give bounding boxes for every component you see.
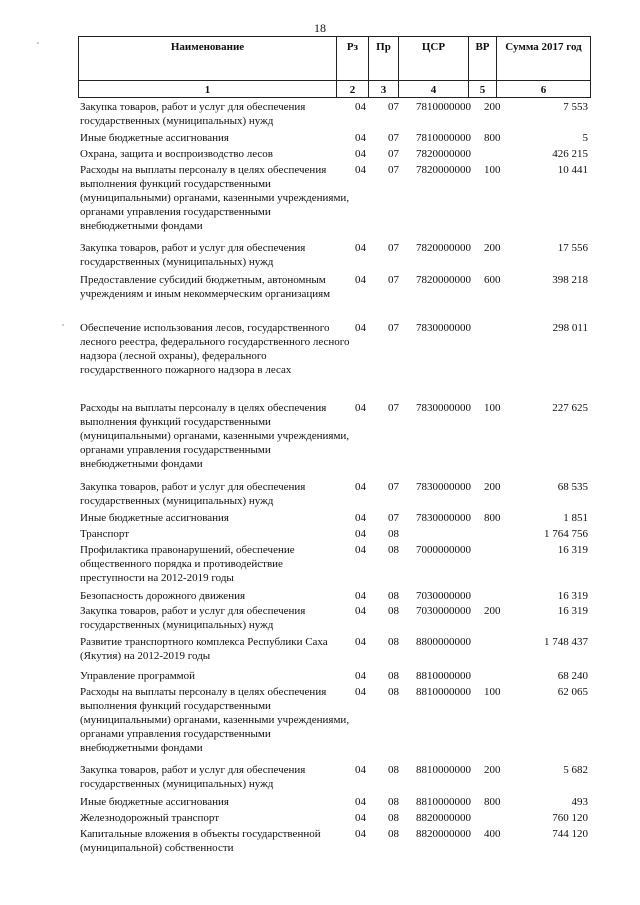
row-csr: 7820000000 bbox=[416, 242, 471, 254]
row-name: Расходы на выплаты персоналу в целях обеспечения выполнения функций государственными (муниципальными) органами, казенными учреждениями, органами управления государственными внебюджетными фондами bbox=[80, 686, 350, 754]
row-pr: 07 bbox=[388, 274, 399, 286]
row-pr: 08 bbox=[388, 528, 399, 540]
row-csr: 8810000000 bbox=[416, 670, 471, 682]
row-vr: 100 bbox=[484, 164, 501, 176]
row-pr: 07 bbox=[388, 481, 399, 493]
row-name: Закупка товаров, работ и услуг для обеспечения государственных (муниципальных) нужд bbox=[80, 605, 306, 631]
row-vr: 200 bbox=[484, 242, 501, 254]
row-sum: 62 065 bbox=[557, 686, 588, 698]
row-name: Расходы на выплаты персоналу в целях обеспечения выполнения функций государственными (муниципальными) органами, казенными учреждениями, органами управления государственными внебюджетными фондами bbox=[80, 164, 350, 232]
row-csr: 8810000000 bbox=[416, 686, 471, 698]
row-name: Предоставление субсидий бюджетным, автономным учреждениям и иным некоммерческим организациям bbox=[80, 274, 331, 300]
row-name: Безопасность дорожного движения bbox=[80, 590, 246, 602]
row-name: Иные бюджетные ассигнования bbox=[80, 132, 229, 144]
row-rz: 04 bbox=[355, 242, 366, 254]
row-sum: 16 319 bbox=[557, 590, 588, 602]
row-pr: 08 bbox=[388, 670, 399, 682]
row-sum: 493 bbox=[571, 796, 588, 808]
column-header-vr: ВР bbox=[469, 37, 497, 81]
row-rz: 04 bbox=[355, 322, 366, 334]
row-vr: 200 bbox=[484, 481, 501, 493]
column-number: 6 bbox=[497, 81, 591, 98]
row-csr: 7830000000 bbox=[416, 402, 471, 414]
scan-speck bbox=[62, 324, 64, 326]
column-header-csr: ЦСР bbox=[399, 37, 469, 81]
row-name: Управление программой bbox=[80, 670, 196, 682]
row-pr: 07 bbox=[388, 164, 399, 176]
page-number: 18 bbox=[314, 21, 326, 35]
row-name: Расходы на выплаты персоналу в целях обеспечения выполнения функций государственными (муниципальными) органами, казенными учреждениями, органами управления государственными внебюджетными фондами bbox=[80, 402, 350, 470]
row-rz: 04 bbox=[355, 828, 366, 840]
row-rz: 04 bbox=[355, 101, 366, 113]
row-name: Развитие транспортного комплекса Республики Саха (Якутия) на 2012-2019 годы bbox=[80, 636, 328, 662]
row-csr: 8820000000 bbox=[416, 812, 471, 824]
row-csr: 7810000000 bbox=[416, 101, 471, 113]
row-sum: 16 319 bbox=[557, 605, 588, 617]
row-vr: 400 bbox=[484, 828, 501, 840]
row-name: Капитальные вложения в объекты государственной (муниципальной) собственности bbox=[80, 828, 321, 854]
row-csr: 7820000000 bbox=[416, 148, 471, 160]
row-rz: 04 bbox=[355, 670, 366, 682]
row-name: Транспорт bbox=[80, 528, 130, 540]
row-sum: 5 bbox=[582, 132, 588, 144]
row-pr: 08 bbox=[388, 544, 399, 556]
row-pr: 07 bbox=[388, 101, 399, 113]
row-rz: 04 bbox=[355, 590, 366, 602]
row-pr: 08 bbox=[388, 828, 399, 840]
row-pr: 08 bbox=[388, 605, 399, 617]
row-rz: 04 bbox=[355, 544, 366, 556]
row-name: Иные бюджетные ассигнования bbox=[80, 796, 229, 808]
row-csr: 7030000000 bbox=[416, 605, 471, 617]
row-sum: 744 120 bbox=[552, 828, 588, 840]
row-rz: 04 bbox=[355, 686, 366, 698]
row-pr: 07 bbox=[388, 242, 399, 254]
row-csr: 7820000000 bbox=[416, 274, 471, 286]
row-sum: 1 764 756 bbox=[544, 528, 588, 540]
row-sum: 760 120 bbox=[552, 812, 588, 824]
column-number: 4 bbox=[399, 81, 469, 98]
row-rz: 04 bbox=[355, 132, 366, 144]
row-rz: 04 bbox=[355, 636, 366, 648]
column-header-rz: Рз bbox=[337, 37, 369, 81]
row-pr: 07 bbox=[388, 322, 399, 334]
row-rz: 04 bbox=[355, 764, 366, 776]
row-vr: 200 bbox=[484, 101, 501, 113]
row-name: Профилактика правонарушений, обеспечение общественного порядка и противодействие преступности на 2012-2019 годы bbox=[80, 544, 295, 584]
row-csr: 7810000000 bbox=[416, 132, 471, 144]
row-csr: 8810000000 bbox=[416, 764, 471, 776]
row-csr: 7830000000 bbox=[416, 512, 471, 524]
row-sum: 1 851 bbox=[563, 512, 588, 524]
row-name: Закупка товаров, работ и услуг для обеспечения государственных (муниципальных) нужд bbox=[80, 101, 306, 127]
row-rz: 04 bbox=[355, 402, 366, 414]
row-pr: 07 bbox=[388, 402, 399, 414]
row-vr: 200 bbox=[484, 605, 501, 617]
row-sum: 1 748 437 bbox=[544, 636, 588, 648]
row-csr: 7830000000 bbox=[416, 481, 471, 493]
row-name: Железнодорожный транспорт bbox=[80, 812, 220, 824]
row-rz: 04 bbox=[355, 481, 366, 493]
column-number: 3 bbox=[369, 81, 399, 98]
column-header-sum: Сумма 2017 год bbox=[497, 37, 591, 81]
row-vr: 600 bbox=[484, 274, 501, 286]
row-rz: 04 bbox=[355, 605, 366, 617]
column-number: 5 bbox=[469, 81, 497, 98]
row-csr: 8800000000 bbox=[416, 636, 471, 648]
row-pr: 08 bbox=[388, 796, 399, 808]
row-sum: 5 682 bbox=[563, 764, 588, 776]
row-csr: 7000000000 bbox=[416, 544, 471, 556]
row-pr: 07 bbox=[388, 148, 399, 160]
row-sum: 398 218 bbox=[552, 274, 588, 286]
row-vr: 100 bbox=[484, 686, 501, 698]
row-sum: 68 535 bbox=[557, 481, 588, 493]
row-csr: 7830000000 bbox=[416, 322, 471, 334]
row-csr: 8820000000 bbox=[416, 828, 471, 840]
column-number: 2 bbox=[337, 81, 369, 98]
row-name: Закупка товаров, работ и услуг для обеспечения государственных (муниципальных) нужд bbox=[80, 242, 306, 268]
row-rz: 04 bbox=[355, 274, 366, 286]
scan-speck bbox=[37, 42, 39, 44]
row-csr: 7820000000 bbox=[416, 164, 471, 176]
row-pr: 07 bbox=[388, 132, 399, 144]
row-csr: 8810000000 bbox=[416, 796, 471, 808]
row-vr: 800 bbox=[484, 796, 501, 808]
row-vr: 800 bbox=[484, 132, 501, 144]
row-sum: 227 625 bbox=[552, 402, 588, 414]
row-sum: 7 553 bbox=[563, 101, 588, 113]
row-pr: 08 bbox=[388, 686, 399, 698]
column-header-pr: Пр bbox=[369, 37, 399, 81]
row-name: Охрана, защита и воспроизводство лесов bbox=[80, 148, 273, 160]
row-name: Закупка товаров, работ и услуг для обеспечения государственных (муниципальных) нужд bbox=[80, 481, 306, 507]
row-vr: 200 bbox=[484, 764, 501, 776]
column-header-name: Наименование bbox=[79, 37, 337, 81]
row-pr: 08 bbox=[388, 636, 399, 648]
row-sum: 17 556 bbox=[557, 242, 588, 254]
row-name: Закупка товаров, работ и услуг для обеспечения государственных (муниципальных) нужд bbox=[80, 764, 306, 790]
row-sum: 10 441 bbox=[557, 164, 588, 176]
row-name: Обеспечение использования лесов, государственного лесного реестра, федерального государственного лесного надзора (лесной охраны), федерального государственного пожарного надзора в лесах bbox=[80, 322, 350, 376]
row-rz: 04 bbox=[355, 512, 366, 524]
row-vr: 800 bbox=[484, 512, 501, 524]
row-sum: 298 011 bbox=[552, 322, 588, 334]
row-pr: 08 bbox=[388, 764, 399, 776]
row-name: Иные бюджетные ассигнования bbox=[80, 512, 229, 524]
row-csr: 7030000000 bbox=[416, 590, 471, 602]
row-rz: 04 bbox=[355, 812, 366, 824]
column-number: 1 bbox=[79, 81, 337, 98]
row-rz: 04 bbox=[355, 528, 366, 540]
row-rz: 04 bbox=[355, 164, 366, 176]
row-sum: 16 319 bbox=[557, 544, 588, 556]
row-rz: 04 bbox=[355, 148, 366, 160]
row-pr: 08 bbox=[388, 812, 399, 824]
row-pr: 08 bbox=[388, 590, 399, 602]
row-rz: 04 bbox=[355, 796, 366, 808]
row-vr: 100 bbox=[484, 402, 501, 414]
row-pr: 07 bbox=[388, 512, 399, 524]
row-sum: 426 215 bbox=[552, 148, 588, 160]
table-header bbox=[78, 36, 591, 98]
row-sum: 68 240 bbox=[557, 670, 588, 682]
